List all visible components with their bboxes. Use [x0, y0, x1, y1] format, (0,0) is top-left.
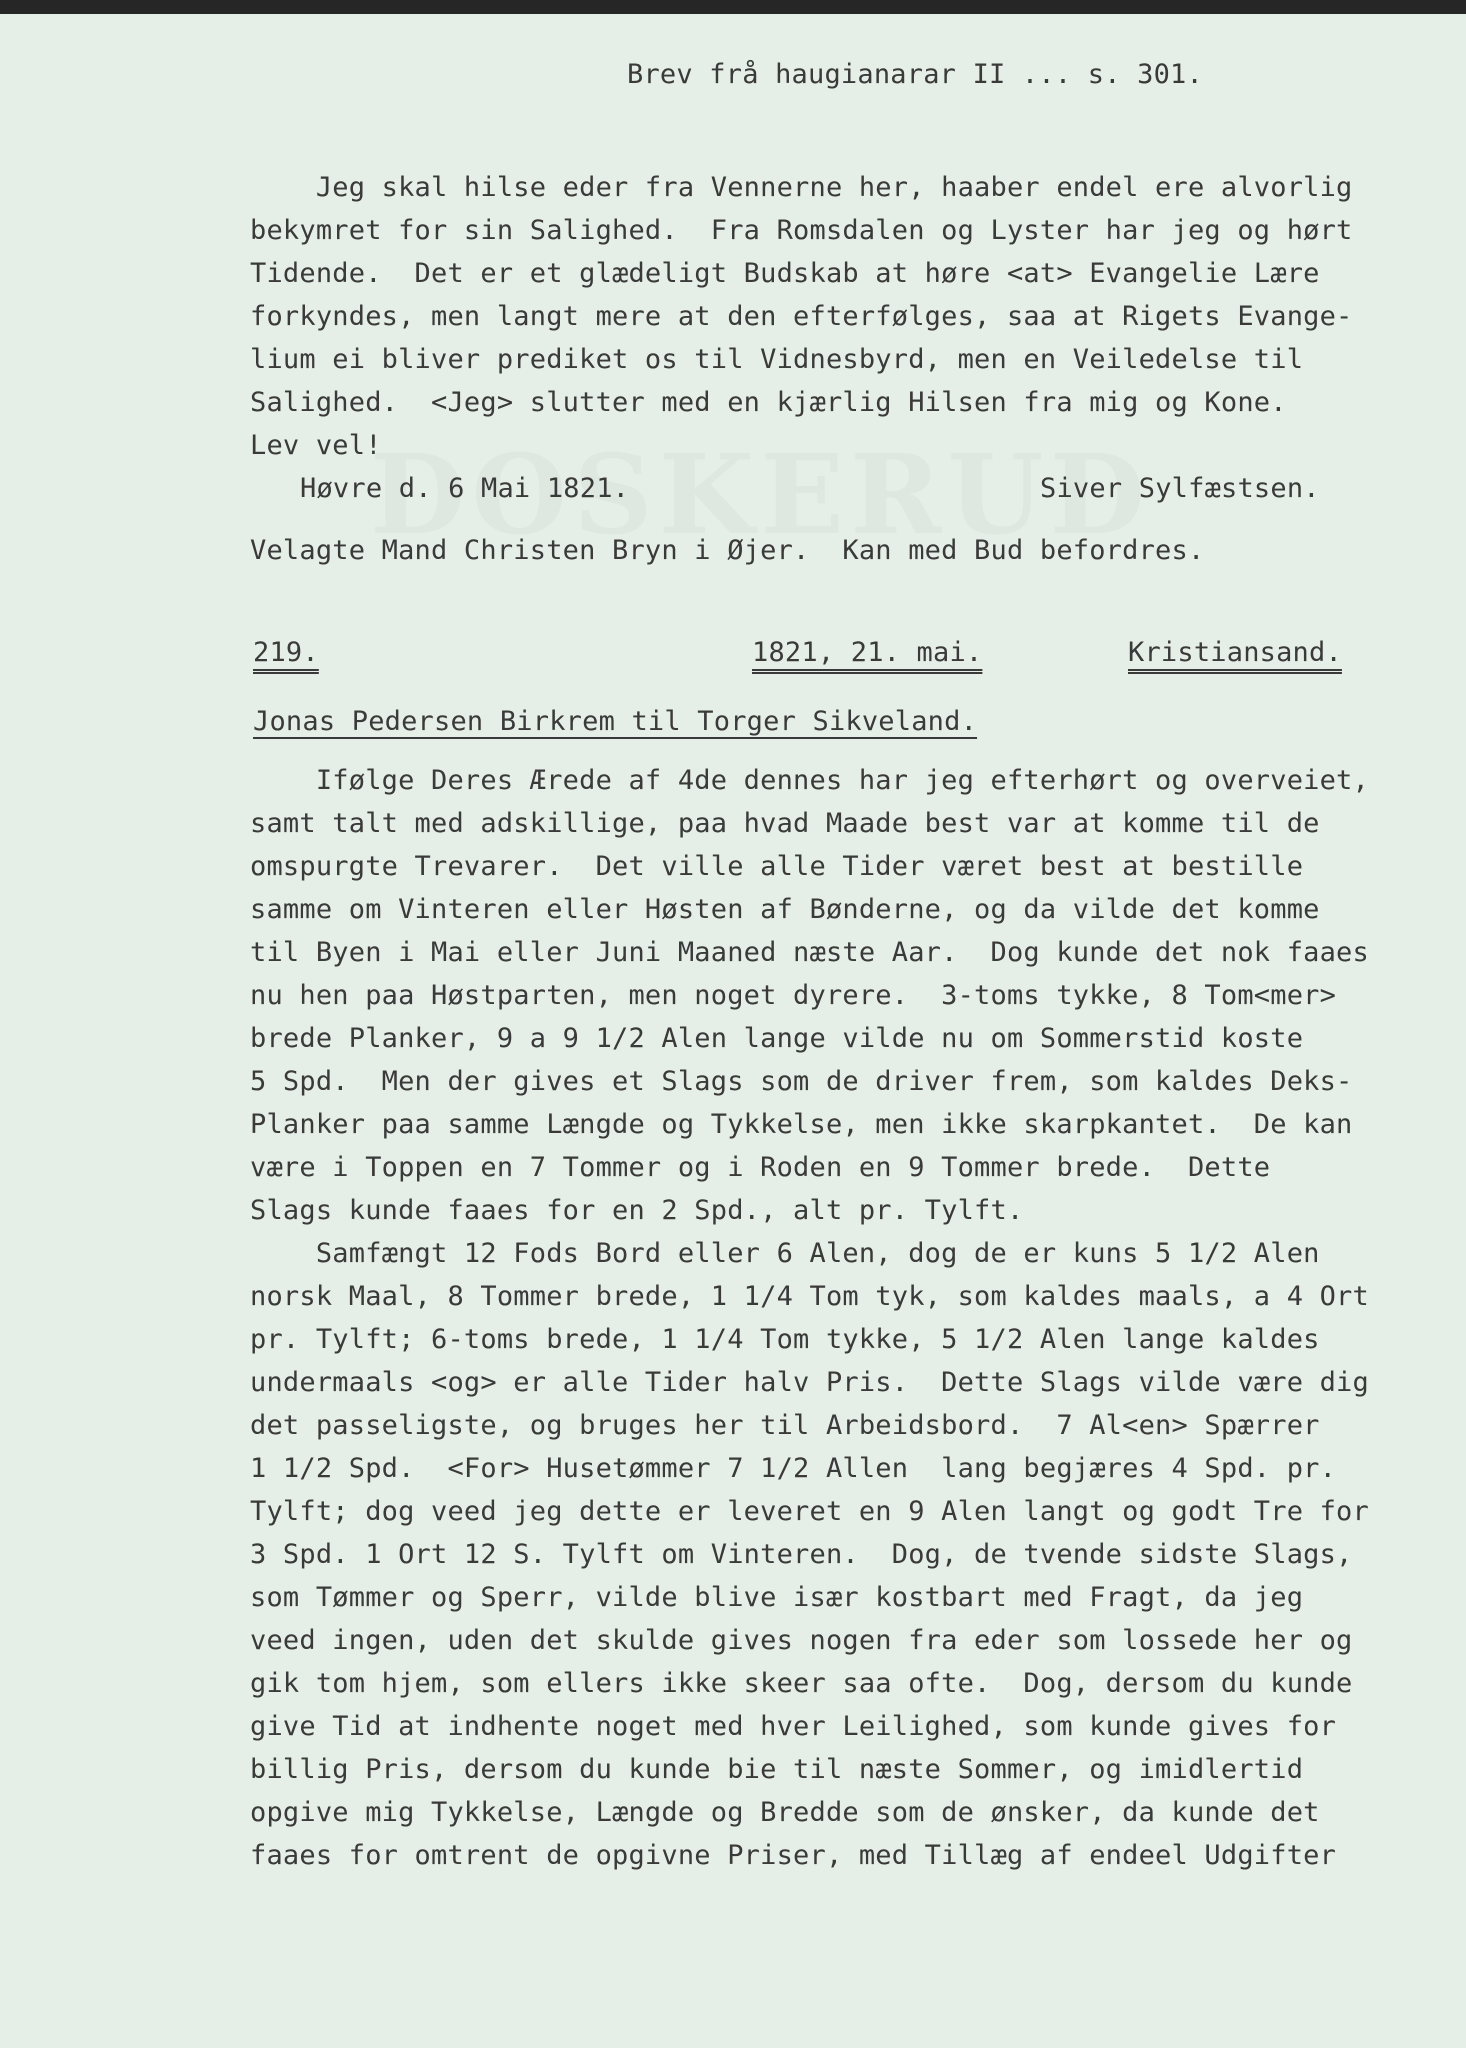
- letter2-line-19: 3 Spd. 1 Ort 12 S. Tylft om Vinteren. Dog, de tvende sidste Slags,: [250, 1539, 1353, 1570]
- letter2-line-20: som Tømmer og Sperr, vilde blive især kostbart med Fragt, da jeg: [250, 1582, 1304, 1613]
- letter2-line-3: omspurgte Trevarer. Det ville alle Tider været best at bestille: [250, 851, 1304, 882]
- letter2-line-11: Slags kunde faaes for en 2 Spd., alt pr. Tylft.: [250, 1195, 1024, 1226]
- letter1-line-3: Tidende. Det er et glædeligt Budskab at høre <at> Evangelie Lære: [250, 258, 1320, 289]
- letter2-line-21: veed ingen, uden det skulde gives nogen fra eder som lossede her og: [250, 1625, 1353, 1656]
- letter2-line-15: undermaals <og> er alle Tider halv Pris. Dette Slags vilde være dig: [250, 1367, 1369, 1398]
- letter2-line-6: nu hen paa Høstparten, men noget dyrere. 3-toms tykke, 8 Tom<mer>: [250, 980, 1337, 1011]
- letter2-line-5: til Byen i Mai eller Juni Maaned næste Aar. Dog kunde det nok faaes: [250, 937, 1369, 968]
- letter1-line-6: Salighed. <Jeg> slutter med en kjærlig Hilsen fra mig og Kone.: [250, 387, 1287, 418]
- letter1-line-4: forkyndes, men langt mere at den efterfølges, saa at Rigets Evange-: [250, 301, 1353, 332]
- page-header: Brev frå haugianarar II ... s. 301.: [627, 59, 1203, 90]
- letter2-line-13: norsk Maal, 8 Tommer brede, 1 1/4 Tom tyk, som kaldes maals, a 4 Ort: [250, 1281, 1369, 1312]
- entry-title: Jonas Pedersen Birkrem til Torger Sikveland.: [253, 706, 978, 737]
- letter2-line-12: Samfængt 12 Fods Bord eller 6 Alen, dog de er kuns 5 1/2 Alen: [250, 1238, 1320, 1269]
- letter2-line-14: pr. Tylft; 6-toms brede, 1 1/4 Tom tykke, 5 1/2 Alen lange kaldes: [250, 1324, 1320, 1355]
- letter1-line-2: bekymret for sin Salighed. Fra Romsdalen og Lyster har jeg og hørt: [250, 215, 1353, 246]
- letter2-line-25: opgive mig Tykkelse, Længde og Bredde som de ønsker, da kunde det: [250, 1797, 1320, 1828]
- letter2-line-23: give Tid at indhente noget med hver Leilighed, som kunde gives for: [250, 1711, 1337, 1742]
- entry-date: 1821, 21. mai.: [752, 637, 983, 668]
- letter2-line-24: billig Pris, dersom du kunde bie til næste Sommer, og imidlertid: [250, 1754, 1304, 1785]
- letter2-line-18: Tylft; dog veed jeg dette er leveret en 9 Alen langt og godt Tre for: [250, 1496, 1369, 1527]
- entry-number: 219.: [253, 637, 319, 668]
- letter1-signoff-date: Høvre d. 6 Mai 1821.: [300, 473, 630, 504]
- letter2-line-9: Planker paa samme Længde og Tykkelse, men ikke skarpkantet. De kan: [250, 1109, 1353, 1140]
- letter1-address: Velagte Mand Christen Bryn i Øjer. Kan med Bud befordres.: [250, 535, 1205, 566]
- letter2-line-1: Ifølge Deres Ærede af 4de dennes har jeg efterhørt og overveiet,: [250, 765, 1369, 796]
- letter1-line-7: Lev vel!: [250, 430, 382, 461]
- letter1-line-1: Jeg skal hilse eder fra Vennerne her, haaber endel ere alvorlig: [250, 172, 1353, 203]
- letter2-line-22: gik tom hjem, som ellers ikke skeer saa ofte. Dog, dersom du kunde: [250, 1668, 1353, 1699]
- letter2-line-16: det passeligste, og bruges her til Arbeidsbord. 7 Al<en> Spærrer: [250, 1410, 1320, 1441]
- letter2-line-4: samme om Vinteren eller Høsten af Bønderne, og da vilde det komme: [250, 894, 1320, 925]
- letter2-line-8: 5 Spd. Men der gives et Slags som de driver frem, som kaldes Deks-: [250, 1066, 1353, 1097]
- letter2-line-26: faaes for omtrent de opgivne Priser, med Tillæg af endeel Udgifter: [250, 1840, 1337, 1871]
- letter2-line-2: samt talt med adskillige, paa hvad Maade best var at komme til de: [250, 808, 1320, 839]
- letter1-signoff-name: Siver Sylfæstsen.: [1040, 473, 1320, 504]
- letter2-line-10: være i Toppen en 7 Tommer og i Roden en 9 Tommer brede. Dette: [250, 1152, 1271, 1183]
- entry-place: Kristiansand.: [1128, 637, 1342, 668]
- scan-top-edge: [0, 0, 1466, 14]
- letter1-line-5: lium ei bliver prediket os til Vidnesbyrd, men en Veiledelse til: [250, 344, 1304, 375]
- letter2-line-17: 1 1/2 Spd. <For> Husetømmer 7 1/2 Allen lang begjæres 4 Spd. pr.: [250, 1453, 1337, 1484]
- letter2-line-7: brede Planker, 9 a 9 1/2 Alen lange vilde nu om Sommerstid koste: [250, 1023, 1304, 1054]
